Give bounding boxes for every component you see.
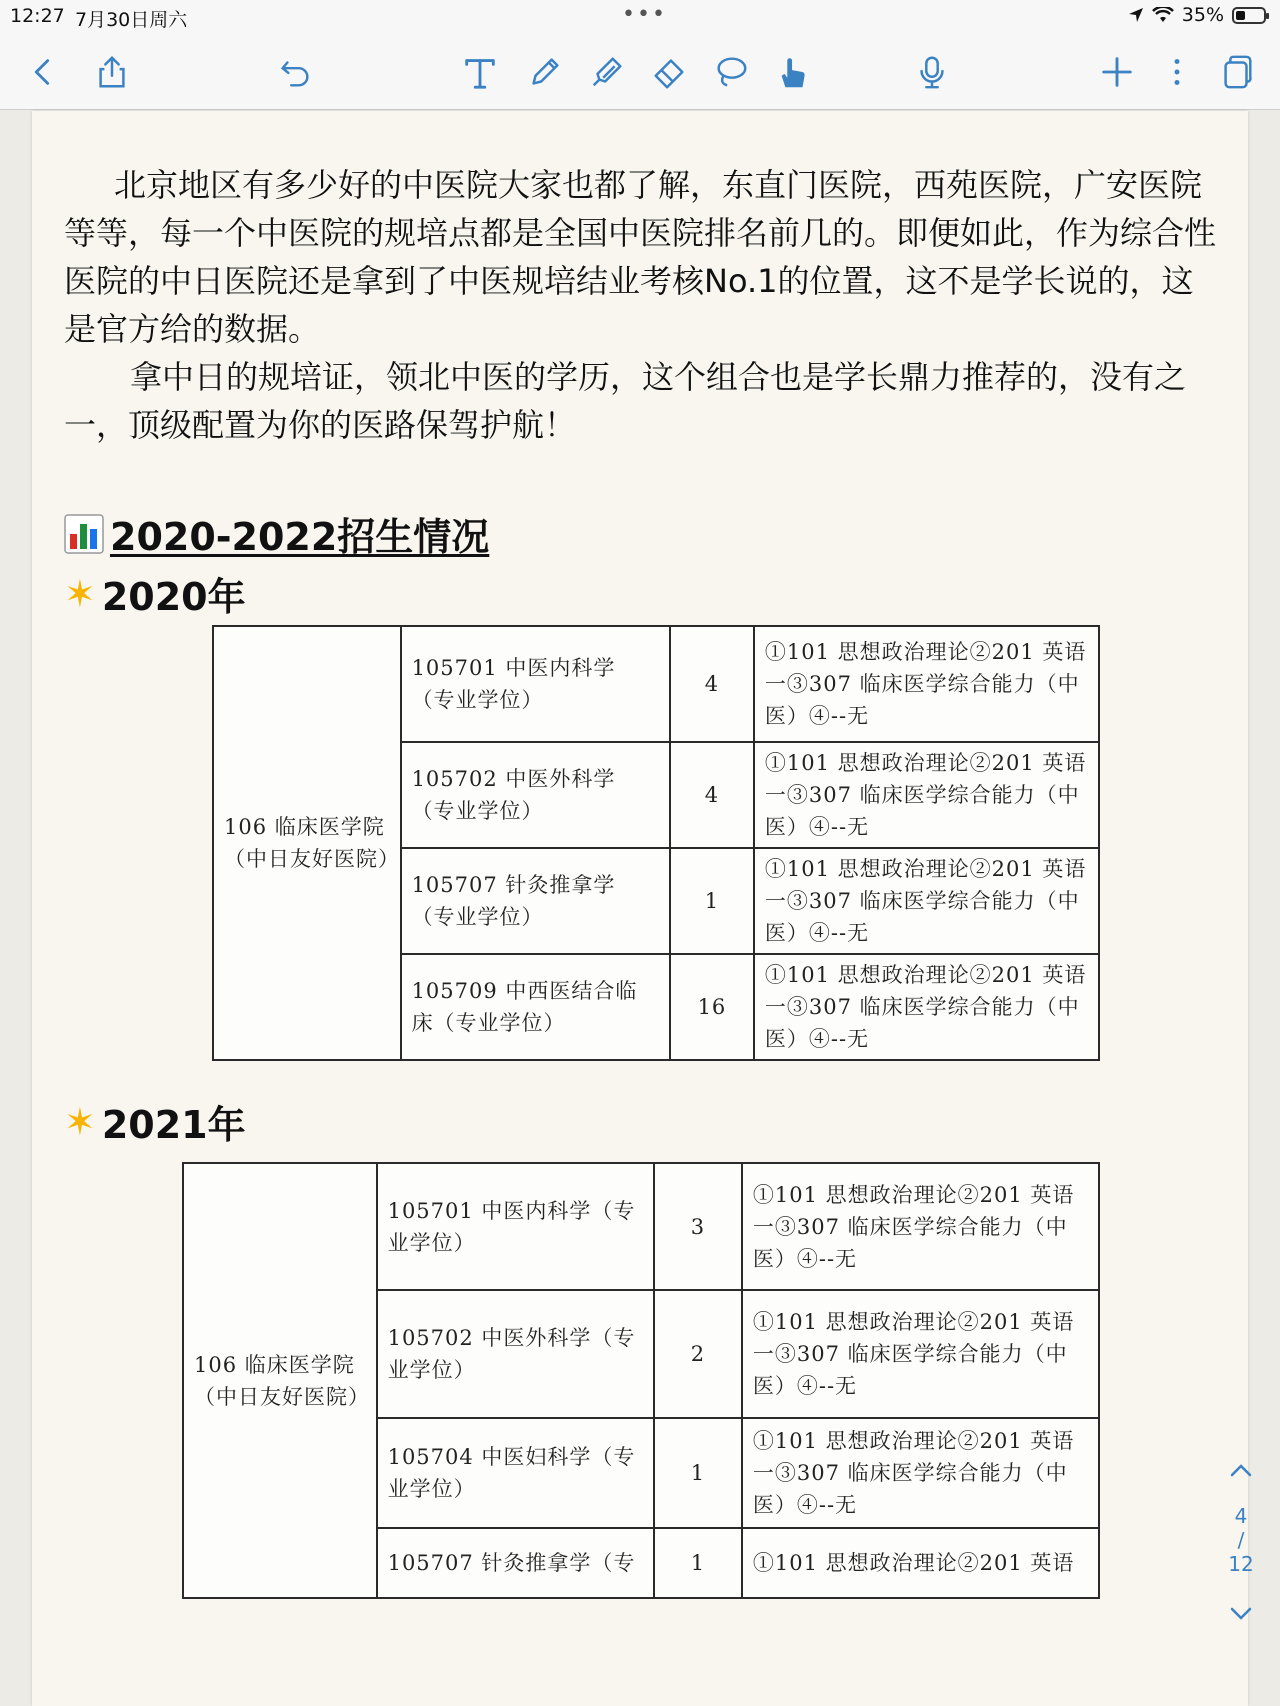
count-cell: 1 bbox=[654, 1418, 742, 1528]
major-cell: 105702 中医外科学（专业学位） bbox=[401, 742, 670, 848]
document-page[interactable] bbox=[32, 111, 1248, 1706]
dept-cell: 106 临床医学院（中日友好医院） bbox=[213, 626, 401, 1060]
section-title: 2020-2022招生情况 bbox=[110, 515, 490, 559]
exam-cell: ①101 思想政治理论②201 英语一③307 临床医学综合能力（中医）④--无 bbox=[742, 1163, 1099, 1290]
major-cell: 105707 针灸推拿学（专业学位） bbox=[401, 848, 670, 954]
exam-cell: ①101 思想政治理论②201 英语一③307 临床医学综合能力（中医）④--无 bbox=[754, 848, 1099, 954]
battery-percent: 35% bbox=[1181, 4, 1224, 26]
year-2020-heading bbox=[64, 566, 246, 621]
star-icon: ✶ bbox=[64, 571, 96, 616]
count-cell: 4 bbox=[670, 742, 754, 848]
hand-pointer-icon[interactable] bbox=[771, 50, 815, 94]
total-pages: 12 bbox=[1228, 1552, 1254, 1576]
battery-icon bbox=[1232, 7, 1266, 24]
chevron-up-icon[interactable] bbox=[1228, 1460, 1254, 1480]
chevron-down-icon[interactable] bbox=[1228, 1604, 1254, 1624]
enrollment-table-2021 bbox=[182, 1162, 1100, 1599]
toolbar bbox=[0, 34, 1280, 110]
major-cell: 105702 中医外科学（专业学位） bbox=[377, 1290, 654, 1418]
status-right bbox=[1128, 4, 1266, 26]
multitasking-dots-icon[interactable]: ••• bbox=[622, 2, 667, 27]
exam-cell: ①101 思想政治理论②201 英语一③307 临床医学综合能力（中医）④--无 bbox=[754, 954, 1099, 1060]
paragraph-recommendation: 拿中日的规培证，领北中医的学历，这个组合也是学长鼎力推荐的，没有之一，顶级配置为你的医路保驾护航！ bbox=[64, 358, 1187, 444]
text-tool-icon[interactable] bbox=[458, 50, 502, 94]
exam-cell: ①101 思想政治理论②201 英语 bbox=[742, 1528, 1099, 1598]
bar-chart-icon bbox=[64, 514, 104, 554]
lasso-icon[interactable] bbox=[709, 50, 753, 94]
microphone-icon[interactable] bbox=[910, 50, 954, 94]
major-cell: 105704 中医妇科学（专业学位） bbox=[377, 1418, 654, 1528]
current-page: 4 bbox=[1234, 1504, 1248, 1528]
add-icon[interactable] bbox=[1095, 50, 1139, 94]
back-icon[interactable] bbox=[20, 50, 64, 94]
status-date: 7月30日周六 bbox=[75, 9, 188, 31]
status-bar bbox=[0, 0, 1280, 34]
page-separator: / bbox=[1237, 1528, 1245, 1552]
exam-cell: ①101 思想政治理论②201 英语一③307 临床医学综合能力（中医）④--无 bbox=[754, 742, 1099, 848]
more-icon[interactable] bbox=[1155, 50, 1199, 94]
year-2021-heading bbox=[64, 1094, 246, 1149]
count-cell: 1 bbox=[654, 1528, 742, 1598]
count-cell: 16 bbox=[670, 954, 754, 1060]
exam-cell: ①101 思想政治理论②201 英语一③307 临床医学综合能力（中医）④--无 bbox=[742, 1290, 1099, 1418]
star-icon: ✶ bbox=[64, 1099, 96, 1144]
count-cell: 2 bbox=[654, 1290, 742, 1418]
major-cell: 105709 中西医结合临床（专业学位） bbox=[401, 954, 670, 1060]
status-time: 12:27 bbox=[10, 5, 65, 27]
location-icon bbox=[1128, 7, 1144, 23]
count-cell: 3 bbox=[654, 1163, 742, 1290]
undo-icon[interactable] bbox=[273, 50, 317, 94]
major-cell: 105701 中医内科学（专业学位） bbox=[401, 626, 670, 742]
page-indicator bbox=[1226, 1460, 1256, 1645]
major-cell: 105701 中医内科学（专业学位） bbox=[377, 1163, 654, 1290]
major-cell: 105707 针灸推拿学（专 bbox=[377, 1528, 654, 1598]
eraser-icon[interactable] bbox=[647, 50, 691, 94]
count-cell: 4 bbox=[670, 626, 754, 742]
section-heading bbox=[64, 506, 489, 561]
pages-icon[interactable] bbox=[1215, 50, 1259, 94]
exam-cell: ①101 思想政治理论②201 英语一③307 临床医学综合能力（中医）④--无 bbox=[754, 626, 1099, 742]
enrollment-table-2020 bbox=[212, 625, 1100, 1061]
year-2021-label: 2021年 bbox=[101, 1103, 246, 1147]
share-icon[interactable] bbox=[90, 50, 134, 94]
exam-cell: ①101 思想政治理论②201 英语一③307 临床医学综合能力（中医）④--无 bbox=[742, 1418, 1099, 1528]
wifi-icon bbox=[1152, 7, 1174, 23]
pen-icon[interactable] bbox=[523, 50, 567, 94]
dept-cell: 106 临床医学院（中日友好医院） bbox=[183, 1163, 377, 1598]
count-cell: 1 bbox=[670, 848, 754, 954]
year-2020-label: 2020年 bbox=[101, 575, 246, 619]
paragraph-intro: 北京地区有多少好的中医院大家也都了解，东直门医院，西苑医院，广安医院等等，每一个中医院的规培点都是全国中医院排名前几的。即便如此，作为综合性医院的中日医院还是拿到了中医规培结业考核No.1的位置，这不是学长说的，这是官方给的数据。 bbox=[64, 166, 1217, 348]
highlighter-icon[interactable] bbox=[585, 50, 629, 94]
